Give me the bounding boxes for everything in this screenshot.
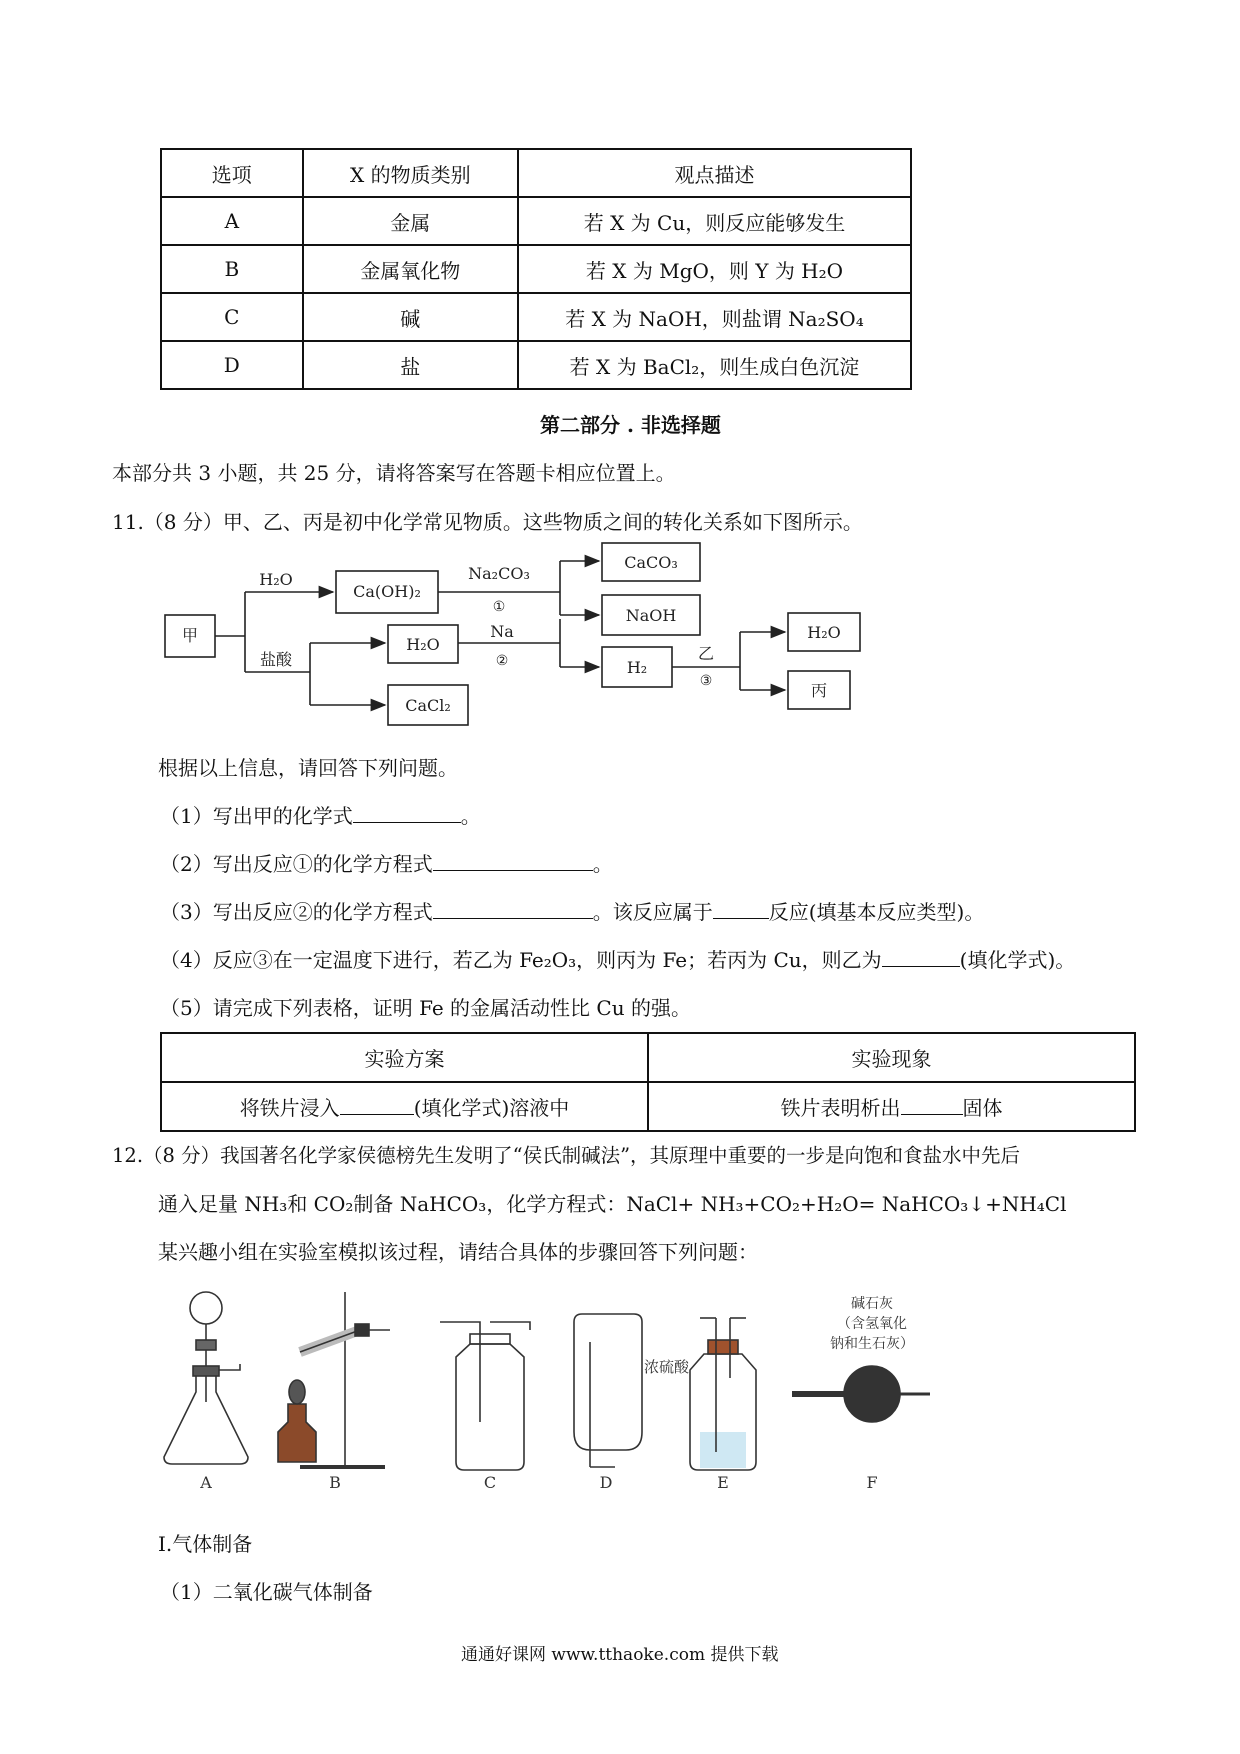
label-h2o-top: H₂O bbox=[259, 570, 293, 589]
q11-part-3-text: （3）写出反应②的化学方程式 bbox=[160, 900, 433, 924]
table-row bbox=[161, 341, 911, 389]
answer-blank[interactable] bbox=[901, 1094, 963, 1115]
q11-part-4-text: （4）反应③在一定温度下进行，若乙为 Fe₂O₃，则丙为 Fe；若丙为 Cu，则乙为 bbox=[160, 948, 882, 972]
table-cell: 若 X 为 NaOH，则盐谓 Na₂SO₄ bbox=[518, 293, 911, 341]
table-cell bbox=[648, 1082, 1135, 1131]
q11-part-4-end: (填化学式)。 bbox=[959, 948, 1076, 972]
table-cell: D bbox=[161, 341, 303, 389]
apparatus-label-a: A bbox=[200, 1473, 212, 1492]
table-header: 观点描述 bbox=[518, 149, 911, 197]
options-table bbox=[160, 148, 912, 390]
table-cell: 若 X 为 MgO，则 Y 为 H₂O bbox=[518, 245, 911, 293]
apparatus-f bbox=[792, 1366, 930, 1422]
q11-part-3-mid: 。该反应属于 bbox=[592, 900, 713, 924]
soda-lime-label-1: 碱石灰 bbox=[851, 1296, 893, 1312]
table-header: 实验现象 bbox=[648, 1033, 1135, 1082]
q11-part-1-text: （1）写出甲的化学式 bbox=[160, 804, 353, 828]
label-na2co3: Na₂CO₃ bbox=[468, 564, 530, 583]
apparatus-e bbox=[690, 1318, 756, 1470]
question-11-stem: 11.（8 分）甲、乙、丙是初中化学常见物质。这些物质之间的转化关系如下图所示。 bbox=[112, 510, 863, 534]
experiment-table bbox=[160, 1032, 1136, 1132]
table-cell: C bbox=[161, 293, 303, 341]
question-12-line-2: 通入足量 NH₃和 CO₂制备 NaHCO₃，化学方程式：NaCl+ NH₃+CO₂+H₂O= NaHCO₃↓+NH₄Cl bbox=[158, 1192, 1067, 1216]
apparatus-figure bbox=[160, 1282, 1060, 1492]
table-cell: 盐 bbox=[303, 341, 518, 389]
section-intro: 本部分共 3 小题，共 25 分，请将答案写在答题卡相应位置上。 bbox=[112, 461, 676, 485]
answer-blank[interactable] bbox=[713, 898, 769, 919]
apparatus-c bbox=[440, 1322, 530, 1470]
label-bing: 丙 bbox=[810, 681, 828, 700]
table-cell: 碱 bbox=[303, 293, 518, 341]
label-r3: ③ bbox=[699, 673, 713, 689]
table-cell: 金属氧化物 bbox=[303, 245, 518, 293]
soda-lime-label-2: （含氢氧化 bbox=[837, 1316, 907, 1332]
table-header: X 的物质类别 bbox=[303, 149, 518, 197]
label-caoh2: Ca(OH)₂ bbox=[353, 582, 421, 601]
answer-blank[interactable] bbox=[433, 850, 593, 871]
label-h2o-mid: H₂O bbox=[406, 635, 440, 654]
answer-blank[interactable] bbox=[433, 898, 593, 919]
table-row bbox=[161, 293, 911, 341]
conversion-diagram bbox=[150, 535, 870, 735]
cell-text: 固体 bbox=[962, 1096, 1003, 1120]
answer-blank[interactable] bbox=[353, 802, 461, 823]
table-cell: 金属 bbox=[303, 197, 518, 245]
apparatus-b bbox=[278, 1292, 390, 1467]
q11-part-2-text: （2）写出反应①的化学方程式 bbox=[160, 852, 433, 876]
apparatus-a bbox=[164, 1292, 248, 1464]
apparatus-d bbox=[574, 1314, 642, 1467]
answer-blank[interactable] bbox=[882, 946, 960, 967]
section-title: 第二部分 . 非选择题 bbox=[540, 413, 721, 437]
table-header-row bbox=[161, 1033, 1135, 1082]
page-footer: 通通好课网 www.tthaoke.com 提供下载 bbox=[461, 1645, 779, 1665]
label-cacl2: CaCl₂ bbox=[405, 696, 451, 715]
table-cell: 若 X 为 BaCl₂，则生成白色沉淀 bbox=[518, 341, 911, 389]
q11-part-2 bbox=[160, 848, 613, 877]
label-h2: H₂ bbox=[626, 658, 648, 677]
sulfuric-acid-label: 浓硫酸 bbox=[644, 1358, 690, 1376]
label-naoh: NaOH bbox=[625, 606, 677, 625]
cell-text: (填化学式)溶液中 bbox=[413, 1096, 570, 1120]
table-cell: 若 X 为 Cu，则反应能够发生 bbox=[518, 197, 911, 245]
q11-part-3-end: 反应(填基本反应类型)。 bbox=[768, 900, 985, 924]
answer-blank[interactable] bbox=[340, 1094, 414, 1115]
q12-step-1: （1）二氧化碳气体制备 bbox=[160, 1580, 373, 1604]
soda-lime-label-3: 钠和生石灰） bbox=[830, 1336, 914, 1352]
table-header: 选项 bbox=[161, 149, 303, 197]
q11-part-5: （5）请完成下列表格，证明 Fe 的金属活动性比 Cu 的强。 bbox=[160, 996, 691, 1020]
apparatus-label-b: B bbox=[329, 1473, 341, 1492]
q11-part-2-end: 。 bbox=[592, 852, 613, 876]
cell-text: 铁片表明析出 bbox=[780, 1096, 901, 1120]
label-na: Na bbox=[490, 622, 514, 641]
q11-part-1-end: 。 bbox=[460, 804, 481, 828]
label-caco3: CaCO₃ bbox=[624, 553, 678, 572]
apparatus-label-f: F bbox=[866, 1473, 878, 1492]
label-yi: 乙 bbox=[697, 644, 715, 663]
apparatus-label-c: C bbox=[483, 1473, 497, 1492]
label-r2: ② bbox=[495, 653, 509, 669]
q11-part-3 bbox=[160, 896, 984, 925]
question-12-line-1: 12.（8 分）我国著名化学家侯德榜先生发明了“侯氏制碱法”，其原理中重要的一步是向饱和食盐水中先后 bbox=[112, 1144, 1021, 1167]
table-row bbox=[161, 245, 911, 293]
apparatus-label-d: D bbox=[599, 1473, 613, 1492]
q11-part-4 bbox=[160, 944, 1075, 973]
cell-text: 将铁片浸入 bbox=[239, 1096, 340, 1120]
label-jia: 甲 bbox=[181, 626, 199, 645]
table-header-row bbox=[161, 149, 911, 197]
table-cell: B bbox=[161, 245, 303, 293]
label-hcl: 盐酸 bbox=[259, 650, 293, 669]
label-h2o-right: H₂O bbox=[807, 623, 841, 642]
q12-section-1: I.气体制备 bbox=[158, 1532, 253, 1556]
q11-part-1 bbox=[160, 800, 481, 829]
table-cell bbox=[161, 1082, 648, 1131]
table-row bbox=[161, 197, 911, 245]
label-r1: ① bbox=[492, 599, 506, 615]
table-header: 实验方案 bbox=[161, 1033, 648, 1082]
table-row bbox=[161, 1082, 1135, 1131]
q11-lead: 根据以上信息，请回答下列问题。 bbox=[158, 756, 458, 780]
table-cell: A bbox=[161, 197, 303, 245]
apparatus-label-e: E bbox=[717, 1473, 729, 1492]
question-12-line-3: 某兴趣小组在实验室模拟该过程，请结合具体的步骤回答下列问题： bbox=[158, 1240, 758, 1264]
